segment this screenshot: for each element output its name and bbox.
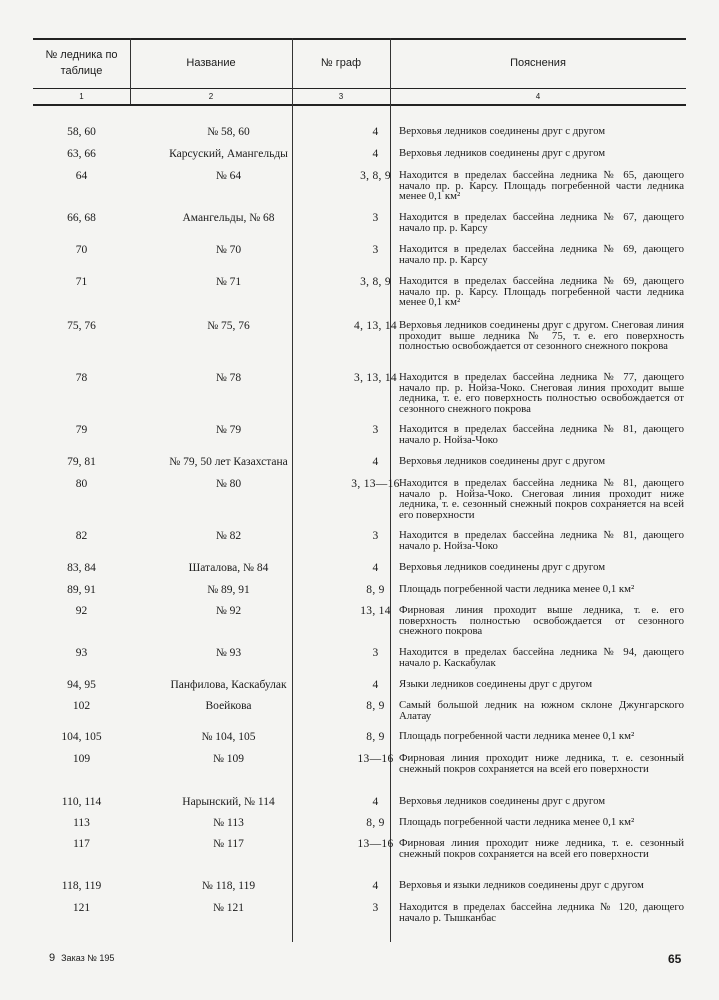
row-glacier-number: 82 — [75, 530, 88, 542]
row-glacier-number: 83, 84 — [67, 562, 96, 574]
row-name: № 79, 50 лет Казахстана — [169, 456, 288, 468]
row-graphs: 3, 13, 14 — [354, 372, 397, 384]
header-bottom-rule — [33, 104, 686, 106]
row-graphs: 3, 8, 9 — [360, 276, 391, 288]
row-graphs: 3 — [372, 530, 379, 542]
row-glacier-number: 80 — [75, 478, 88, 490]
row-name: № 113 — [213, 817, 244, 829]
row-name: № 71 — [215, 276, 242, 288]
row-glacier-number: 78 — [75, 372, 88, 384]
row-graphs: 8, 9 — [366, 584, 385, 596]
row-glacier-number: 110, 114 — [61, 796, 102, 808]
row-name: № 121 — [212, 902, 245, 914]
row-graphs: 8, 9 — [366, 731, 385, 743]
row-graphs: 3, 8, 9 — [360, 170, 391, 182]
header-num-4: 4 — [535, 91, 541, 101]
row-name: № 80 — [215, 478, 242, 490]
row-graphs: 3 — [372, 647, 379, 659]
row-note: Находится в пределах бассейна ледника № 69, дающего начало пр. р. Карсу. Площадь погребенной части ледника менее 0,1 км² — [399, 275, 684, 308]
row-glacier-number: 102 — [72, 700, 91, 712]
row-name: № 75, 76 — [207, 320, 250, 332]
row-note: Верховья ледников соединены друг с другом — [399, 795, 606, 807]
row-glacier-number: 109 — [72, 753, 91, 765]
row-note: Находится в пределах бассейна ледника № 67, дающего начало пр. р. Карсу — [399, 211, 684, 234]
header-num-3: 3 — [338, 91, 344, 101]
row-note: Верховья ледников соединены друг с другом. Снеговая линия проходит выше ледника № 75, т. е. его поверхность полностью освобождается от сезонного снежного покрова — [399, 319, 684, 352]
row-note: Находится в пределах бассейна ледника № 94, дающего начало р. Каскабулак — [399, 646, 684, 669]
row-name: Воейкова — [205, 700, 252, 712]
row-graphs: 4, 13, 14 — [354, 320, 397, 332]
header-col-graphs: № граф — [320, 57, 362, 69]
row-graphs: 13—16 — [357, 838, 394, 850]
row-note: Фирновая линия проходит ниже ледника, т. е. сезонный снежный покров сохраняется на всей его поверхности — [399, 752, 684, 775]
row-name: Панфилова, Каскабулак — [170, 679, 287, 691]
row-note: Фирновая линия проходит ниже ледника, т. е. сезонный снежный покров сохраняется на всей его поверхности — [399, 837, 684, 860]
row-note: Площадь погребенной части ледника менее 0,1 км² — [399, 730, 635, 742]
row-note: Языки ледников соединены друг с другом — [399, 678, 593, 690]
row-glacier-number: 89, 91 — [67, 584, 96, 596]
row-graphs: 13, 14 — [360, 605, 391, 617]
row-glacier-number: 93 — [75, 647, 88, 659]
row-glacier-number: 66, 68 — [67, 212, 96, 224]
row-glacier-number: 79, 81 — [67, 456, 96, 468]
row-note: Верховья ледников соединены друг с другом — [399, 125, 606, 137]
row-graphs: 4 — [372, 880, 379, 892]
row-name: № 118, 119 — [201, 880, 256, 892]
row-graphs: 3 — [372, 424, 379, 436]
row-note: Находится в пределах бассейна ледника № 77, дающего начало пр. р. Нойза-Чоко. Снеговая линия проходит выше ледника, т. е. его поверхность полностью освобождается от сезонного снежного покрова — [399, 371, 684, 415]
row-name: № 117 — [213, 838, 244, 850]
row-graphs: 4 — [372, 126, 379, 138]
row-glacier-number: 118, 119 — [61, 880, 102, 892]
row-note: Находится в пределах бассейна ледника № 69, дающего начало пр. р. Карсу — [399, 243, 684, 266]
row-name: № 93 — [215, 647, 242, 659]
row-name: № 79 — [215, 424, 242, 436]
row-glacier-number: 64 — [75, 170, 88, 182]
row-name: № 89, 91 — [207, 584, 250, 596]
print-signature — [49, 952, 114, 964]
header-col-notes: Пояснения — [510, 57, 566, 69]
row-note: Верховья ледников соединены друг с другом — [399, 147, 606, 159]
row-note: Площадь погребенной части ледника менее 0,1 км² — [399, 583, 635, 595]
row-name: Карсуский, Амангельды — [169, 148, 288, 160]
header-col-name: Название — [186, 57, 236, 69]
row-note: Площадь погребенной части ледника менее 0,1 км² — [399, 816, 635, 828]
row-graphs: 8, 9 — [366, 700, 385, 712]
row-graphs: 3 — [372, 902, 379, 914]
header-num-1: 1 — [79, 91, 84, 101]
row-note: Находится в пределах бассейна ледника № 120, дающего начало р. Тышканбас — [399, 901, 684, 924]
row-graphs: 3, 13—16 — [351, 478, 400, 490]
header-num-2: 2 — [208, 91, 214, 101]
row-name: № 64 — [215, 170, 242, 182]
row-note: Фирновая линия проходит выше ледника, т. е. его поверхность полностью освобождается от сезонного снежного покрова — [399, 604, 684, 637]
row-note: Находится в пределах бассейна ледника № 81, дающего начало р. Нойза-Чоко — [399, 423, 684, 446]
row-name: № 58, 60 — [207, 126, 250, 138]
row-glacier-number: 71 — [75, 276, 88, 288]
row-graphs: 3 — [372, 212, 379, 224]
row-note: Верховья ледников соединены друг с другом — [399, 561, 606, 573]
row-name: Шаталова, № 84 — [188, 562, 269, 574]
row-glacier-number: 121 — [72, 902, 91, 914]
row-name: № 104, 105 — [201, 731, 256, 743]
row-name: № 78 — [215, 372, 242, 384]
row-glacier-number: 92 — [75, 605, 88, 617]
row-name: № 82 — [215, 530, 242, 542]
row-glacier-number: 113 — [73, 817, 90, 829]
page-number: 65 — [668, 952, 682, 966]
row-graphs: 13—16 — [357, 753, 394, 765]
row-graphs: 4 — [372, 679, 379, 691]
row-glacier-number: 70 — [75, 244, 88, 256]
row-graphs: 4 — [372, 456, 379, 468]
row-name: № 92 — [215, 605, 242, 617]
row-glacier-number: 117 — [73, 838, 90, 850]
row-note: Находится в пределах бассейна ледника № 65, дающего начало пр. р. Карсу. Площадь погребенной части ледника менее 0,1 км² — [399, 169, 684, 202]
row-graphs: 4 — [372, 148, 379, 160]
row-glacier-number: 79 — [75, 424, 88, 436]
row-glacier-number: 58, 60 — [67, 126, 96, 138]
row-glacier-number: 75, 76 — [67, 320, 96, 332]
row-note: Верховья ледников соединены друг с другом — [399, 455, 606, 467]
row-note: Находится в пределах бассейна ледника № 81, дающего начало р. Нойза-Чоко — [399, 529, 684, 552]
row-name: № 109 — [212, 753, 245, 765]
row-name: № 70 — [215, 244, 242, 256]
signature-number: 9 — [49, 952, 56, 964]
row-note: Находится в пределах бассейна ледника № 81, дающего начало р. Нойза-Чоко. Снеговая линия проходит ниже ледника, т. е. сезонный снежный покров сохраняется на всей его поверхности — [399, 477, 684, 521]
row-graphs: 3 — [372, 244, 379, 256]
header-col-glacier-number: № ледника по таблице — [45, 49, 118, 77]
row-glacier-number: 94, 95 — [67, 679, 96, 691]
row-name: Амангельды, № 68 — [182, 212, 275, 224]
row-glacier-number: 104, 105 — [61, 731, 102, 743]
row-note: Самый большой ледник на южном склоне Джунгарского Алатау — [399, 699, 684, 722]
row-graphs: 4 — [372, 796, 379, 808]
row-graphs: 8, 9 — [366, 817, 385, 829]
order-number: Заказ № 195 — [61, 953, 115, 963]
row-glacier-number: 63, 66 — [67, 148, 96, 160]
row-name: Нарынский, № 114 — [182, 796, 275, 808]
row-graphs: 4 — [372, 562, 379, 574]
row-note: Верховья и языки ледников соединены друг с другом — [399, 879, 644, 891]
